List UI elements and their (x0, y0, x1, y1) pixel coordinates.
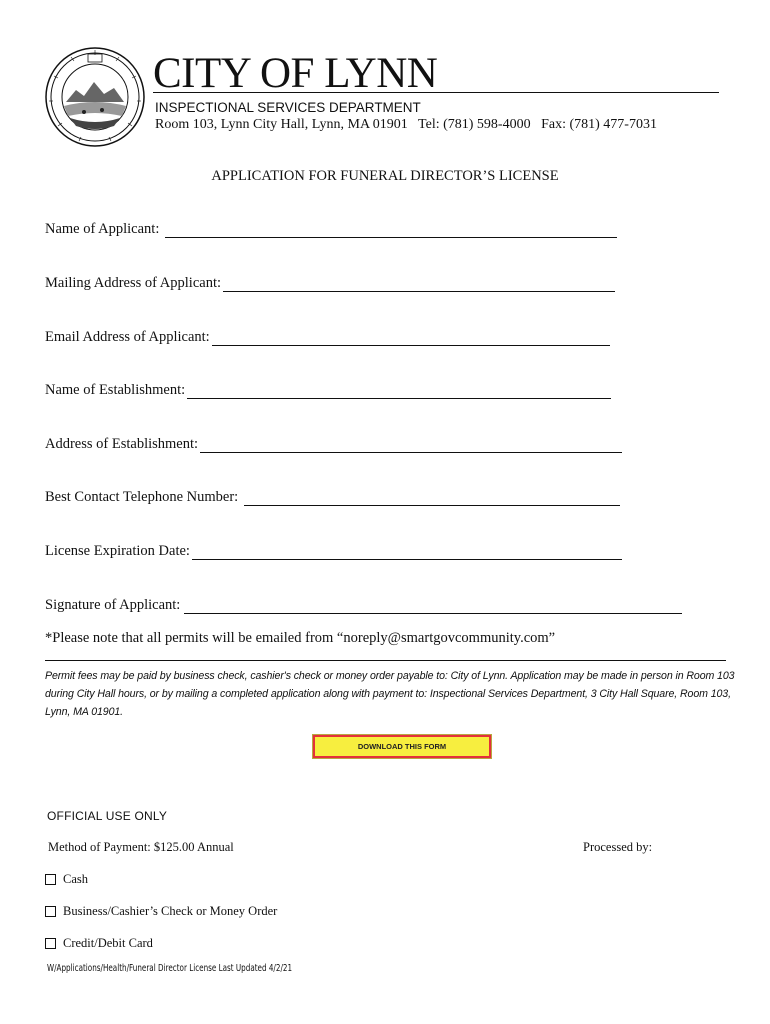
name-of-applicant-input[interactable] (165, 223, 617, 238)
download-form-button[interactable]: DOWNLOAD THIS FORM (313, 735, 491, 758)
field-label: Name of Applicant: (45, 221, 160, 237)
mailing-address-input[interactable] (223, 277, 615, 292)
field-license-expiration (45, 543, 622, 560)
field-email-address (45, 329, 610, 346)
option-check (45, 904, 277, 919)
field-best-contact-phone (45, 489, 620, 506)
method-of-payment: Method of Payment: $125.00 Annual (48, 840, 234, 854)
field-label: Address of Establishment: (45, 436, 199, 452)
field-signature (45, 597, 682, 614)
field-label: Mailing Address of Applicant: (45, 275, 221, 291)
contact-address-line: Room 103, Lynn City Hall, Lynn, MA 01901 Tel: (781) 598-4000 Fax: (781) 477-7031 (155, 117, 657, 132)
field-name-of-establishment (45, 382, 611, 399)
department-name: INSPECTIONAL SERVICES DEPARTMENT (155, 100, 421, 115)
field-label: Email Address of Applicant: (45, 329, 210, 345)
field-label: License Expiration Date: (45, 543, 190, 559)
form-title: APPLICATION FOR FUNERAL DIRECTOR’S LICENSE (211, 168, 559, 184)
city-title: CITY OF LYNN (153, 50, 438, 97)
processed-by: Processed by: (583, 840, 653, 854)
footer-path: W/Applications/Health/Funeral Director License Last Updated 4/2/21 (47, 963, 293, 974)
option-cash (45, 872, 88, 887)
address-of-establishment-input[interactable] (200, 438, 622, 453)
license-expiration-input[interactable] (192, 545, 622, 560)
cash-checkbox[interactable] (45, 874, 56, 885)
name-of-establishment-input[interactable] (187, 384, 611, 399)
best-contact-phone-input[interactable] (244, 491, 620, 506)
divider (45, 660, 726, 661)
credit-debit-card-checkbox[interactable] (45, 938, 56, 949)
field-label: Name of Establishment: (45, 382, 186, 398)
email-notice: *Please note that all permits will be emailed from “noreply@smartgovcommunity.com” (45, 630, 556, 646)
field-label: Best Contact Telephone Number: (45, 489, 239, 505)
fees-instructions: Permit fees may be paid by business check, cashier's check or money order payable to: City of Lynn. Application may be made in person in Room 103 during City Hall hours, or by mailing a completed application along with payment to: Inspectional Services Department, 3 City Hall Square, Room 103, Lynn, MA 01901. (45, 670, 735, 718)
signature-input[interactable] (184, 599, 682, 614)
email-address-input[interactable] (212, 331, 610, 346)
field-mailing-address (45, 275, 615, 292)
field-label: Signature of Applicant: (45, 597, 181, 613)
check-money-order-checkbox[interactable] (45, 906, 56, 917)
official-use-heading: OFFICIAL USE ONLY (47, 809, 168, 823)
field-address-of-establishment (45, 436, 622, 453)
title-rule (153, 92, 719, 93)
option-label: Business/Cashier’s Check or Money Order (63, 904, 278, 918)
option-card (45, 936, 153, 951)
option-label: Credit/Debit Card (63, 936, 153, 950)
city-seal-icon (44, 46, 146, 148)
option-label: Cash (63, 872, 88, 886)
field-name-of-applicant (45, 221, 617, 238)
